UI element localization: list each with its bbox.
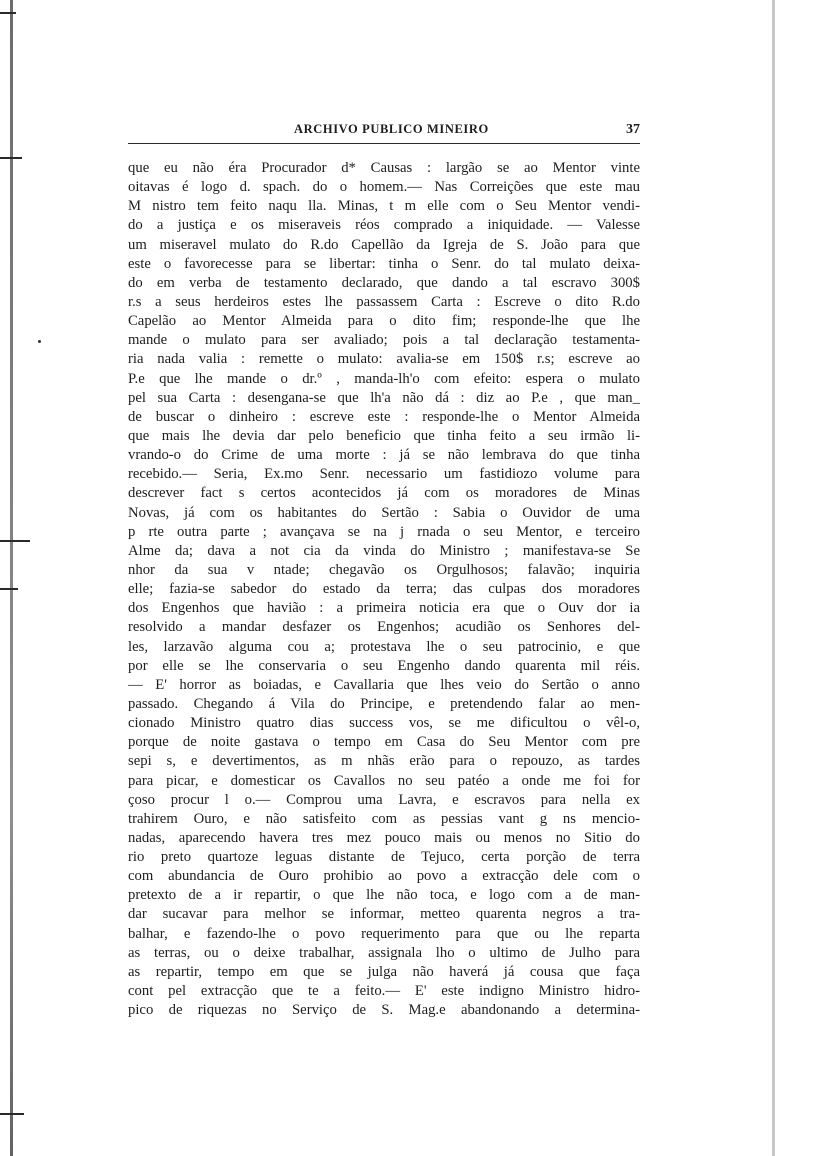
text-line: cont pel extracção que te a feito.— E' este indigno Ministro hidro- xyxy=(128,983,640,1000)
scan-mark xyxy=(0,1113,24,1115)
text-line: resolvido a mandar desfazer os Engenhos; acudião os Senhores del- xyxy=(128,619,640,636)
header-rule xyxy=(128,143,640,144)
text-line: porque de noite gastava o tempo em Casa do Seu Mentor com pre xyxy=(128,734,640,751)
text-line: p rte outra parte ; avançava se na j rnada o seu Mentor, e terceiro xyxy=(128,523,640,540)
text-line: balhar, e fazendo-lhe o povo requerimento para que ou lhe reparta xyxy=(128,925,640,942)
text-line: rio preto quartoze leguas distante de Tejuco, certa porção de terra xyxy=(128,849,640,866)
text-line: dar sucavar para melhor se informar, metteo quarenta negros a tra- xyxy=(128,906,640,923)
scan-mark xyxy=(0,588,18,590)
text-line: Novas, já com os habitantes do Sertão : Sabia o Ouvidor de uma xyxy=(128,504,640,521)
scan-mark xyxy=(0,12,16,14)
text-line: um miseravel mulato do R.do Capellão da Igreja de S. João para que xyxy=(128,236,640,253)
text-line: trahirem Ouro, e não satisfeito com as pessias vant g ns mencio- xyxy=(128,810,640,827)
text-line: descrever fact s certos acontecidos já com os moradores de Minas xyxy=(128,485,640,502)
scan-edge-left xyxy=(10,0,13,1156)
text-line: mande o mulato para ser avaliado; pois a tal declaração testamenta- xyxy=(128,332,640,349)
scan-edge-right xyxy=(772,0,775,1156)
text-line: por elle se lhe conservaria o seu Engenho dando quarenta mil réis. xyxy=(128,657,640,674)
text-line: çoso procur l o.— Comprou uma Lavra, e escravos para nella ex xyxy=(128,791,640,808)
running-head xyxy=(128,122,640,138)
running-title: ARCHIVO PUBLICO MINEIRO xyxy=(294,122,489,136)
text-line: oitavas é logo d. spach. do o homem.— Nas Correições que este mau xyxy=(128,179,640,196)
scan-mark xyxy=(0,157,22,159)
text-line: cionado Ministro quatro dias success vos, se me dificultou o vêl-o, xyxy=(128,715,640,732)
text-line: este o favorecesse para se libertar: tinha o Senr. do tal mulato deixa- xyxy=(128,255,640,272)
text-line: nhor da sua v ntade; chegavão os Orgulhosos; falavão; inquiria xyxy=(128,561,640,578)
text-line: P.e que lhe mande o dr.º , manda-lh'o com efeito: espera o mulato xyxy=(128,370,640,387)
document-page xyxy=(128,122,640,1020)
text-line: Capelão ao Mentor Almeida para o dito fim; responde-lhe que lhe xyxy=(128,313,640,330)
text-line: ria nada valia : remette o mulato: avalia-se em 150$ r.s; escreve ao xyxy=(128,351,640,368)
text-line: les, larzavão alguma cou a; protestava lhe o seu patrocinio, e que xyxy=(128,638,640,655)
text-line: passado. Chegando á Vila do Principe, e pretendendo falar ao men- xyxy=(128,695,640,712)
text-line: pico de riquezas no Serviço de S. Mag.e abandonando a determina- xyxy=(128,1002,640,1019)
page-number: 37 xyxy=(626,122,640,137)
text-line: sepi s, e devertimentos, as m nhãs erão para o repouzo, as tardes xyxy=(128,753,640,770)
text-line: elle; fazia-se sabedor do estado da terra; das culpas dos moradores xyxy=(128,581,640,598)
text-line: Alme da; dava a not cia da vinda do Ministro ; manifestava-se Se xyxy=(128,542,640,559)
text-line: pel sua Carta : desengana-se que lh'a não dá : diz ao P.e , que man_ xyxy=(128,389,640,406)
text-line: pretexto de a ir repartir, o que lhe não toca, e logo com a de man- xyxy=(128,887,640,904)
text-line: que eu não éra Procurador d* Causas : largão se ao Mentor vinte xyxy=(128,160,640,176)
text-line: do em verba de testamento declarado, que dando a tal escravo 300$ xyxy=(128,274,640,291)
text-line: recebido.— Seria, Ex.mo Senr. necessario um fastidiozo volume para xyxy=(128,466,640,483)
text-line: que mais lhe devia dar pelo beneficio que tinha feito a seu irmão li- xyxy=(128,427,640,444)
text-line: as terras, ou o deixe trabalhar, assignala lho o ultimo de Julho para xyxy=(128,944,640,961)
text-line: dos Engenhos que havião : a primeira noticia era que o Ouv dor ia xyxy=(128,600,640,617)
text-line: r.s a seus herdeiros estes lhe passassem Carta : Escreve o dito R.do xyxy=(128,293,640,310)
text-line: nadas, aparecendo havera tres mez pouco mais ou menos no Sitio do xyxy=(128,829,640,846)
scan-dot xyxy=(38,340,41,343)
text-line: vrando-o do Crime de uma morte : já se não lembrava do que tinha xyxy=(128,447,640,464)
text-line: com abundancia de Ouro prohibio ao povo a extracção dele com o xyxy=(128,868,640,885)
text-line: do a justiça e os miseraveis réos comprado a iniquidade. — Valesse xyxy=(128,217,640,234)
scan-mark xyxy=(0,540,30,542)
text-line: as repartir, tempo em que se julga não haverá já cousa que faça xyxy=(128,963,640,980)
text-line: para picar, e domesticar os Cavallos no seu patéo a onde me foi for xyxy=(128,772,640,789)
body-text xyxy=(128,159,640,1020)
text-line: M nistro tem feito naqu lla. Minas, t m elle com o Seu Mentor vendi- xyxy=(128,198,640,215)
text-line: — E' horror as boiadas, e Cavallaria que lhes veio do Sertão o anno xyxy=(128,676,640,693)
text-line: de buscar o dinheiro : escreve este : responde-lhe o Mentor Almeida xyxy=(128,408,640,425)
